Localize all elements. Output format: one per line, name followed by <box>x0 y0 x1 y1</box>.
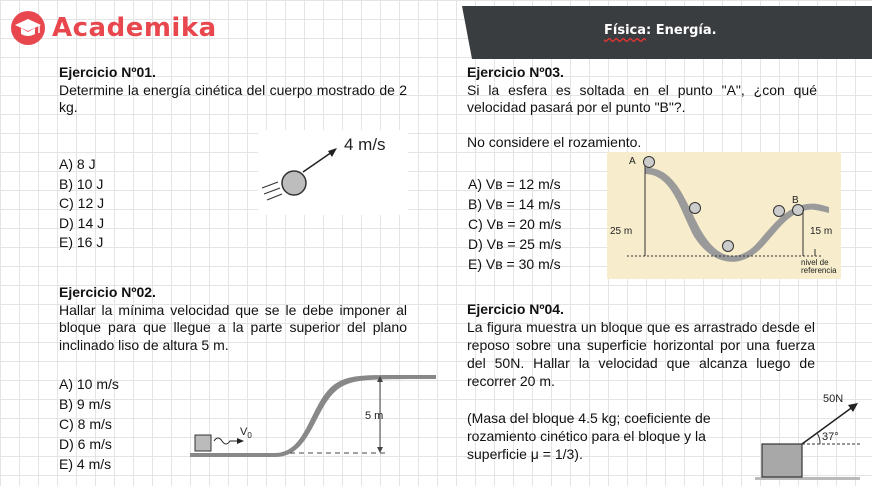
option: D) 14 J <box>59 214 105 231</box>
option: E) 16 J <box>59 234 104 250</box>
ball <box>774 206 785 217</box>
block <box>195 435 211 451</box>
exercise-1-heading: Ejercicio Nº01. <box>59 64 156 80</box>
ball <box>690 203 701 214</box>
v0-label: $V_0$ <box>240 426 252 440</box>
height-b-label: 15 m <box>810 226 833 237</box>
graduation-cap-icon <box>10 10 46 46</box>
force-label: 50N <box>823 393 844 405</box>
option: E) 4 m/s <box>59 456 112 472</box>
option: C) Vʙ = 20 m/s <box>468 216 562 232</box>
angle-label: 37° <box>822 431 839 443</box>
arrow-head <box>237 438 244 444</box>
exercise-2-question: Hallar la mínima velocidad que se le debe imponer al bloque para que llegue a la parte superior del plano inclinado liso de altura 5 m. <box>59 301 407 353</box>
angle-arc <box>817 433 820 444</box>
option: E) Vʙ = 30 m/s <box>468 256 561 272</box>
exercise-3-note: No considere el rozamiento. <box>467 133 642 150</box>
ball <box>282 171 306 195</box>
point-a-label: A <box>629 156 636 167</box>
exercise-3-question: Si la esfera es soltada en el punto "A", ¿con qué velocidad pasará por el punto "B"?. <box>467 81 817 115</box>
exercise-3-heading: Ejercicio Nº03. <box>467 64 564 80</box>
option: B) Vʙ = 14 m/s <box>468 196 561 212</box>
exercise-1-options <box>59 155 104 253</box>
exercise-1-figure <box>258 130 408 215</box>
exercise-2-heading: Ejercicio Nº02. <box>59 284 156 300</box>
option: C) 8 m/s <box>59 416 112 432</box>
exercise-4-figure <box>750 386 865 484</box>
option: A) 10 m/s <box>59 376 119 392</box>
velocity-label: 4 m/s <box>344 135 386 154</box>
exercise-3 <box>467 64 817 151</box>
exercise-4-question: La figura muestra un bloque que es arrastrado desde el reposo sobre una superficie horizontal por una fuerza del 50N. Hallar la velocidad que alcanza luego de recorrer 20 m. <box>467 319 815 389</box>
exercise-2-figure <box>190 365 438 465</box>
arrow-head <box>848 403 858 412</box>
option: D) Vʙ = 25 m/s <box>468 236 562 252</box>
option: D) 6 m/s <box>59 436 112 452</box>
reference-label-2: referencia <box>801 266 837 275</box>
velocity-arrow <box>214 438 240 444</box>
ball <box>723 241 734 252</box>
exercise-3-figure <box>607 152 841 279</box>
exercise-2-options <box>59 374 119 474</box>
ball-a <box>644 157 655 168</box>
exercise-1-question: Determine la energía cinética del cuerpo mostrado de 2 kg. <box>59 81 407 115</box>
exercise-3-options <box>468 174 561 274</box>
option: A) Vʙ = 12 m/s <box>468 176 561 192</box>
height-label: 5 m <box>365 410 384 422</box>
incline-surface <box>190 375 436 457</box>
arrow-head <box>377 447 383 453</box>
reference-label-1: nivel de <box>801 258 829 267</box>
exercise-1 <box>59 64 407 117</box>
exercise-4 <box>467 300 815 390</box>
height-a-label: 25 m <box>610 226 633 237</box>
option: B) 9 m/s <box>59 396 112 412</box>
block <box>762 444 802 477</box>
option: C) 12 J <box>59 195 105 211</box>
brand-logo <box>10 10 217 46</box>
exercise-2 <box>59 284 407 354</box>
ball-b <box>793 205 804 216</box>
brand-name: Academika <box>52 13 217 43</box>
option: B) 10 J <box>59 175 104 192</box>
point-b-label: B <box>792 195 799 206</box>
page-title: Física: Energía. <box>604 23 717 38</box>
exercise-4-heading: Ejercicio Nº04. <box>467 301 564 317</box>
exercise-4-note: (Masa del bloque 4.5 kg; coeficiente de rozamiento cinético para el bloque y la superficie μ = 1/3). <box>467 410 711 462</box>
option: A) 8 J <box>59 156 96 172</box>
